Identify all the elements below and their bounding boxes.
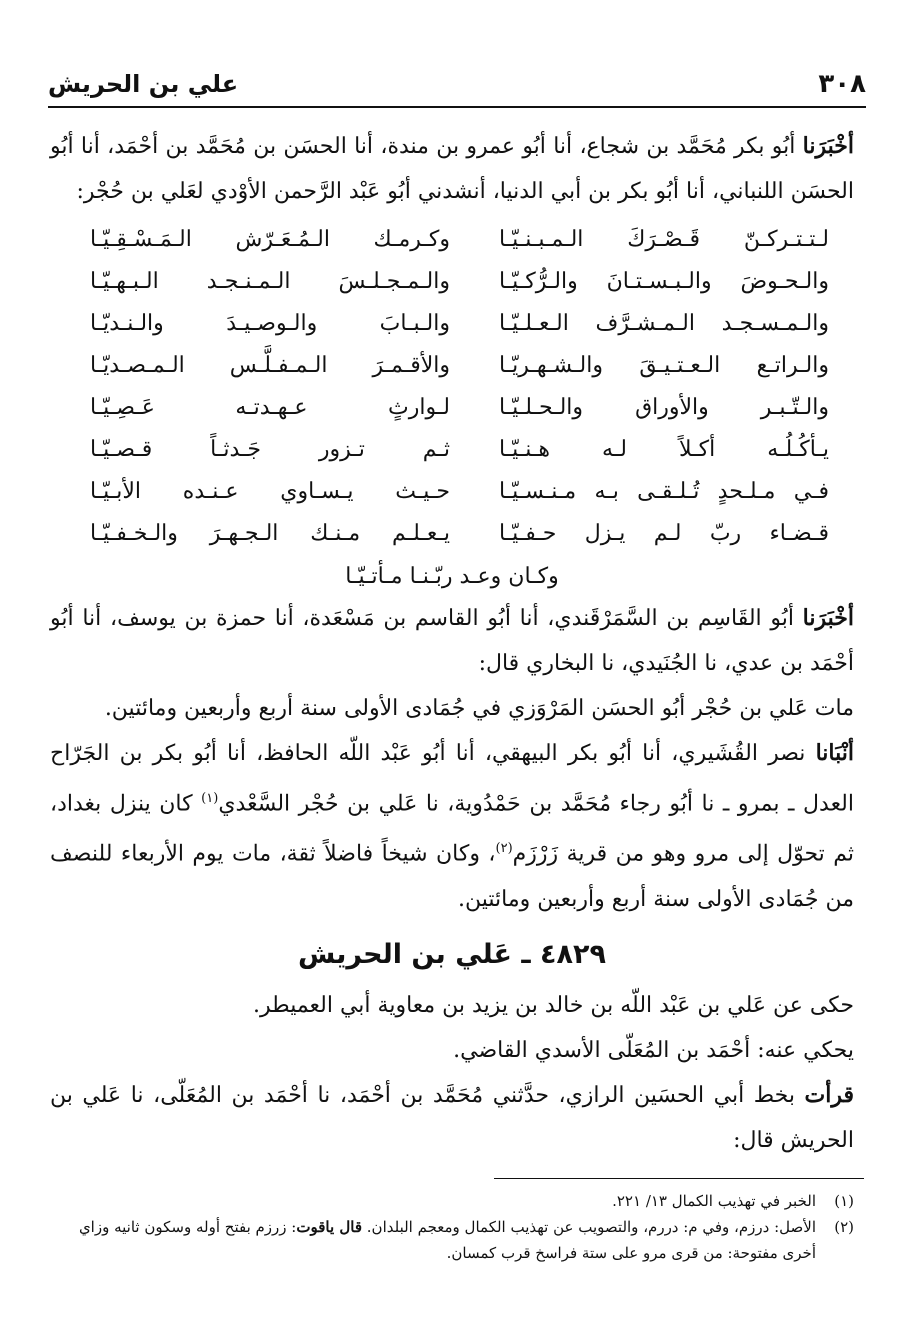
footnote-text: الأصل: درزم، وفي م: دررم، والتصويب عن تهذيب الكمال ومعجم البلدان.	[362, 1218, 816, 1236]
hemistich-first: قـضـاء ربّ لـم يـزل حـفـيّـا	[499, 520, 829, 546]
verse-final: وكـان وعـد ربّـنـا مـأتـيّـا	[345, 564, 559, 589]
paragraph-text: أبُو القَاسِم بن السَّمَرْقَندي، أنا أبُو القاسم بن مَسْعَدة، أنا حمزة بن يوسف، أنا أبُو أحْمَد بن عدي، نا الجُنَيدي، نا البخاري قال:	[50, 606, 854, 676]
footnotes	[50, 1188, 854, 1266]
paragraph-isnad-1	[50, 124, 854, 214]
footnote-number: (٢)	[834, 1218, 854, 1236]
verse	[50, 428, 854, 470]
poem	[50, 218, 854, 596]
paragraph-death-note: مات عَلي بن حُجْر أبُو الحسَن المَرْوَزي في جُمَادى الأولى سنة أربع وأربعين ومائتين.	[104, 696, 854, 721]
footnote-number: (١)	[834, 1192, 854, 1210]
paragraph-narrated-by: يحكي عنه: أحْمَد بن المُعَلّى الأسدي القاضي.	[453, 1037, 854, 1063]
keyword: أخْبَرَنا	[802, 133, 854, 159]
running-title: علي بن الحريش	[48, 70, 239, 98]
hemistich-second: وكـرمـك الـمُـعَـرّش الـمَـسْـقِـيّـا	[90, 226, 450, 252]
hemistich-first: والـحـوضَ والـبـسـتـانَ والـرُّكـيّـا	[499, 268, 829, 294]
paragraph-text: أبُو بكر مُحَمَّد بن شجاع، أنا أبُو عمرو بن مندة، أنا الحسَن بن مُحَمَّد بن أحْمَد، أنا أبُو الحسَن اللنباني، أنا أبُو بكر بن أبي الدنيا، أنشدني أبُو عَبْد الرَّحمن الأوْدي لعَلي بن حُجْر:	[50, 134, 854, 204]
hemistich-first: والـتّـبـر والأوراق والـحـلـيّـا	[499, 394, 829, 420]
paragraph-text: ، وكان شيخاً فاضلاً ثقة، مات يوم الأربعاء للنصف من جُمَادى الأولى سنة أربع وأربعين ومائتين.	[50, 841, 854, 912]
footnote-bold: قال ياقوت	[296, 1218, 363, 1236]
keyword: أخْبَرَنا	[802, 605, 854, 631]
keyword: قرأت	[804, 1081, 854, 1108]
paragraph-text: كان ينزل بغداد، ثم تحوّل إلى مرو وهو من قرية زَرْزَم	[50, 791, 854, 867]
paragraph-text: بخط أبي الحسَين الرازي، حدَّثني مُحَمَّد بن أحْمَد، نا أحْمَد بن المُعَلّى، نا عَلي بن الحريش قال:	[50, 1082, 854, 1153]
entry-heading: ٤٨٢٩ ـ عَلي بن الحريش	[298, 938, 606, 970]
hemistich-second: ثـم تـزور جَـدثـاً قـصـيّـا	[90, 436, 450, 462]
footnote-body	[50, 1214, 816, 1266]
hemistich-first: يـأكُـلُـه أكـلاً لـه هـنـيّـا	[499, 436, 829, 462]
footnote-text: : زرزم بفتح أوله وسكون ثانيه وزاي أخرى مفتوحة: من قرى مرو على ستة فراسخ قرب كمسان.	[78, 1218, 816, 1262]
paragraph-text: نصر القُشَيري، أنا أبُو بكر البيهقي، أنا أبُو عَبْد اللّه الحافظ، أنا أبُو بكر بن الجَرّاح العدل ـ بمرو ـ نا أبُو رجاء مُحَمَّد بن حَمْدُوية، نا عَلي بن حُجْر السَّعْدي	[50, 741, 854, 817]
hemistich-second: والـمـجـلـسَ الـمـنـجـد الـبـهـيّـا	[90, 268, 450, 294]
paragraph-narrates-from: حكى عن عَلي بن عَبْد اللّه بن خالد بن يزيد بن معاوية أبي العميطر.	[253, 992, 854, 1018]
hemistich-second: والـبـابَ والـوصـيـدَ والـنـديّـا	[90, 310, 450, 336]
paragraph-isnad-3	[50, 731, 854, 922]
footnote	[50, 1188, 854, 1214]
verse	[50, 260, 854, 302]
footnote-ref[interactable]: (٢)	[495, 841, 513, 857]
footnote	[50, 1214, 854, 1266]
verse	[50, 386, 854, 428]
verse	[50, 512, 854, 554]
hemistich-first: والـراتـع الـعـتـيـقَ والـشـهـريّـا	[499, 352, 829, 378]
hemistich-first: لـتـتـركـنّ قَـصْـرَكَ الـمـبـنـيّـا	[499, 226, 829, 252]
hemistich-second: لـوارثٍ عـهـدتـه عَـصِـيّـا	[90, 394, 450, 420]
verse	[50, 218, 854, 260]
paragraph-isnad-2	[50, 596, 854, 686]
page-number: ٣٠٨	[818, 69, 866, 99]
verse	[50, 302, 854, 344]
page-header	[48, 62, 866, 108]
hemistich-first: والـمـسـجـد الـمـشـرَّف الـعـلـيّـا	[499, 310, 829, 336]
hemistich-second: يـعـلـم مـنـك الـجـهـرَ والـخـفـيّـا	[90, 520, 450, 546]
hemistich-second: حـيـث يـسـاوي عـنـده الأبـيّـا	[90, 478, 450, 504]
keyword: أنْبَانا	[815, 740, 854, 766]
verse	[50, 470, 854, 512]
footnote-ref[interactable]: (١)	[201, 791, 219, 806]
hemistich-first: فـي مـلـحدٍ تُـلـقـى بـه مـنـسـيّـا	[499, 478, 829, 504]
paragraph-isnad-4	[50, 1073, 854, 1163]
footnote-text: الخبر في تهذيب الكمال ١٣/ ٢٢١.	[612, 1192, 816, 1210]
verse	[50, 344, 854, 386]
footnote-divider	[494, 1178, 864, 1179]
hemistich-second: والأقـمـرَ الـمـفـلَّـس الـمـصـديّـا	[90, 352, 450, 378]
main-text	[50, 124, 854, 1163]
